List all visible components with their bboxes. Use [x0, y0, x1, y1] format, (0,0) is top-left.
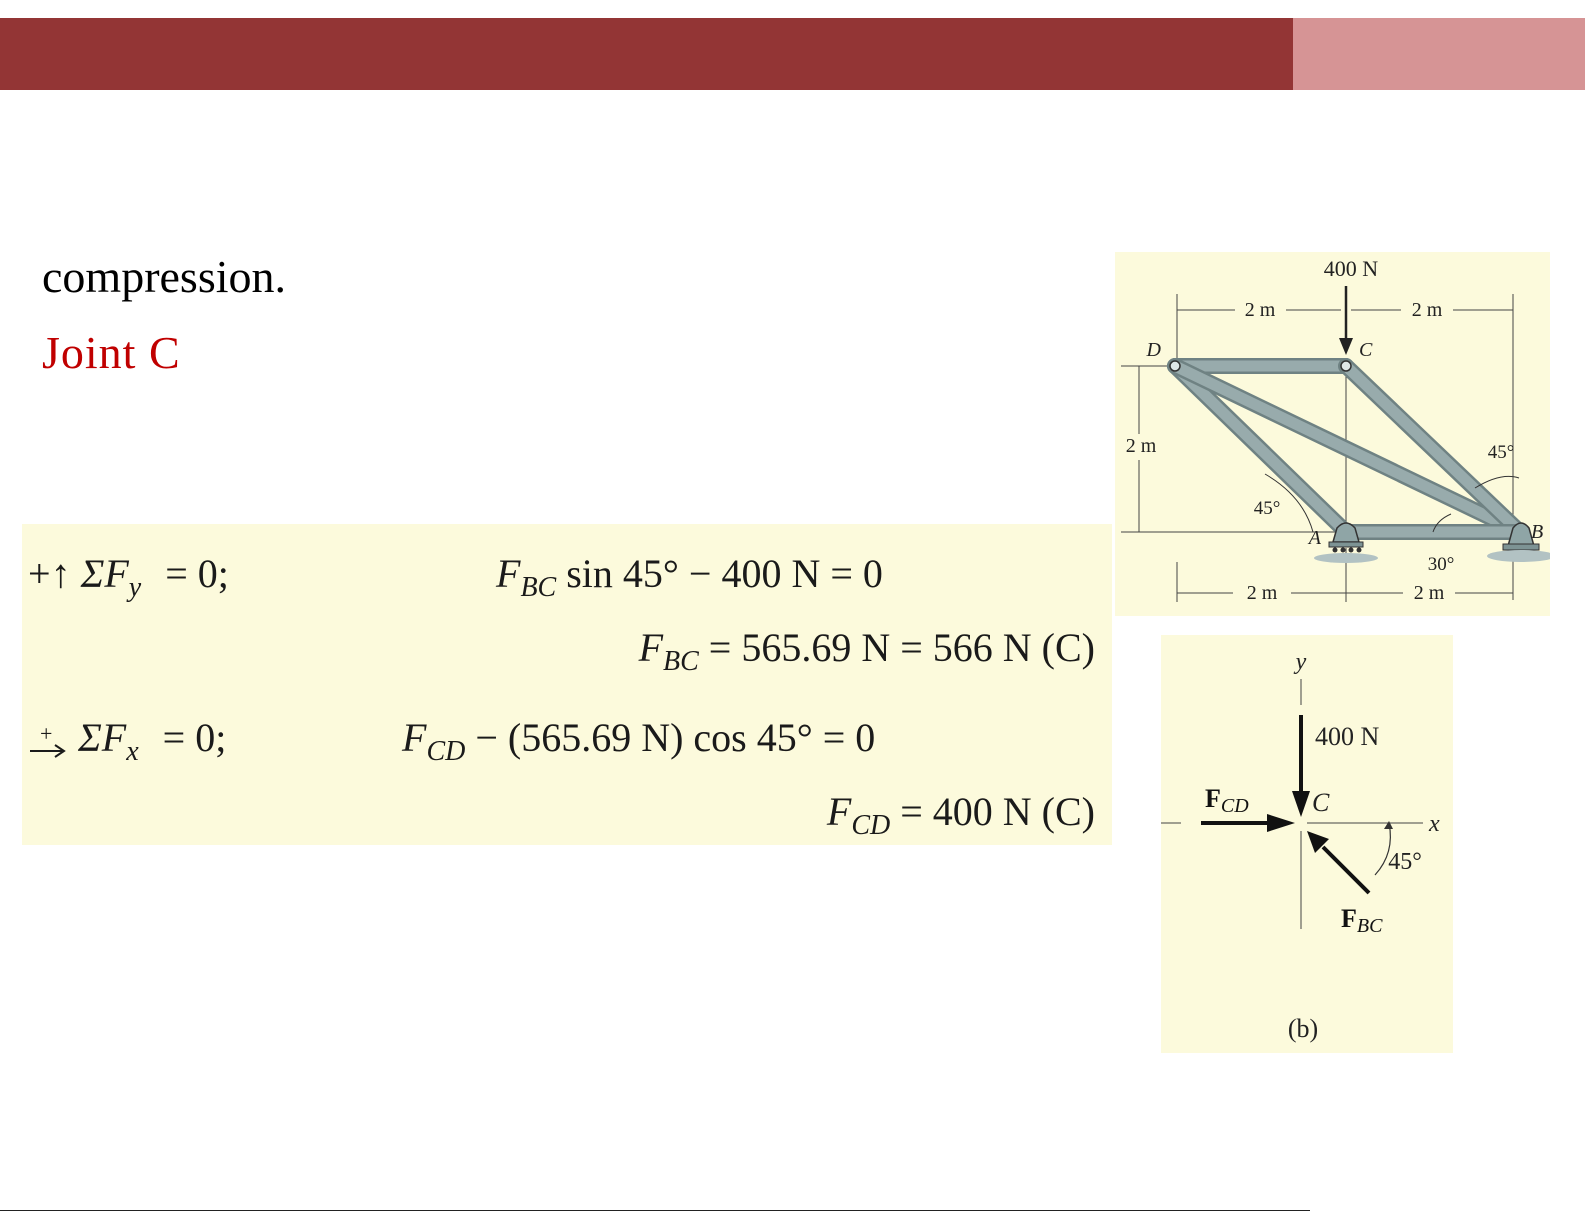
- sum-symbol: ΣF: [78, 715, 127, 760]
- up-arrow-icon: ↑: [50, 551, 71, 596]
- figure-caption: (b): [1287, 1014, 1319, 1043]
- figure-background: [1161, 635, 1453, 1053]
- bottom-rule: [0, 1210, 1310, 1211]
- force-cd-label: FCD: [1205, 784, 1249, 817]
- joint-label: C: [1312, 788, 1330, 817]
- svg-text:+: +: [40, 724, 53, 746]
- body-text: compression.: [42, 251, 287, 302]
- force-symbol: F: [402, 715, 427, 760]
- sum-subscript: x: [126, 736, 139, 767]
- equation-rhs: = 565.69 N = 566 N (C): [708, 625, 1095, 670]
- force-bc-label: FBC: [1341, 904, 1383, 937]
- joint-b-label: B: [1531, 521, 1544, 543]
- joint-a-label: A: [1308, 527, 1321, 549]
- joint-d-label: D: [1146, 339, 1161, 361]
- angle-label: 45°: [1388, 849, 1422, 875]
- equation-rhs: = 400 N (C): [900, 789, 1095, 834]
- dim-top-left: 2 m: [1244, 299, 1276, 321]
- equation-panel: [22, 524, 1112, 845]
- header-bar: [0, 18, 1293, 90]
- force-subscript: CD: [426, 736, 466, 767]
- force-subscript: BC: [663, 646, 699, 677]
- equation-fbc-result: [22, 624, 1095, 684]
- force-subscript: BC: [520, 572, 557, 603]
- x-axis-label: x: [1429, 811, 1440, 837]
- force-symbol: F: [826, 789, 852, 834]
- equals-zero: = 0;: [165, 551, 229, 596]
- force-symbol: F: [496, 551, 521, 596]
- joint-c-label: C: [1359, 339, 1373, 361]
- equation-rhs: sin 45° − 400 N = 0: [566, 551, 883, 596]
- dim-bottom-right: 2 m: [1413, 582, 1445, 604]
- equation-fcd-result: [22, 788, 1095, 848]
- equals-zero: = 0;: [162, 715, 227, 760]
- free-body-diagram: [1161, 635, 1453, 1053]
- sum-symbol: ΣF: [80, 551, 129, 596]
- equation-sum-fy: [22, 550, 1095, 610]
- force-subscript: CD: [851, 810, 891, 841]
- force-symbol: F: [638, 625, 663, 670]
- equation-sum-fx: [22, 714, 1095, 774]
- sum-subscript: y: [128, 572, 142, 603]
- load-label: 400 N: [1315, 722, 1380, 751]
- dim-height: 2 m: [1125, 435, 1157, 457]
- truss-diagram: [1115, 252, 1550, 616]
- load-label: 400 N: [1323, 256, 1379, 281]
- equation-rhs: − (565.69 N) cos 45° = 0: [475, 715, 876, 760]
- joint-c-pin: [1341, 361, 1351, 371]
- plus-up-arrow-icon: +: [28, 551, 51, 596]
- section-heading: Joint C: [42, 327, 181, 378]
- dim-bottom-left: 2 m: [1246, 582, 1278, 604]
- joint-d-pin: [1170, 361, 1180, 371]
- angle-a-label: 45°: [1253, 498, 1281, 519]
- header-accent-block: [1293, 18, 1585, 90]
- dim-top-right: 2 m: [1411, 299, 1443, 321]
- y-axis-label: y: [1295, 649, 1307, 675]
- angle-b-upper-label: 45°: [1487, 442, 1515, 463]
- angle-b-lower-label: 30°: [1427, 554, 1455, 575]
- plus-right-arrow-icon: [28, 724, 68, 760]
